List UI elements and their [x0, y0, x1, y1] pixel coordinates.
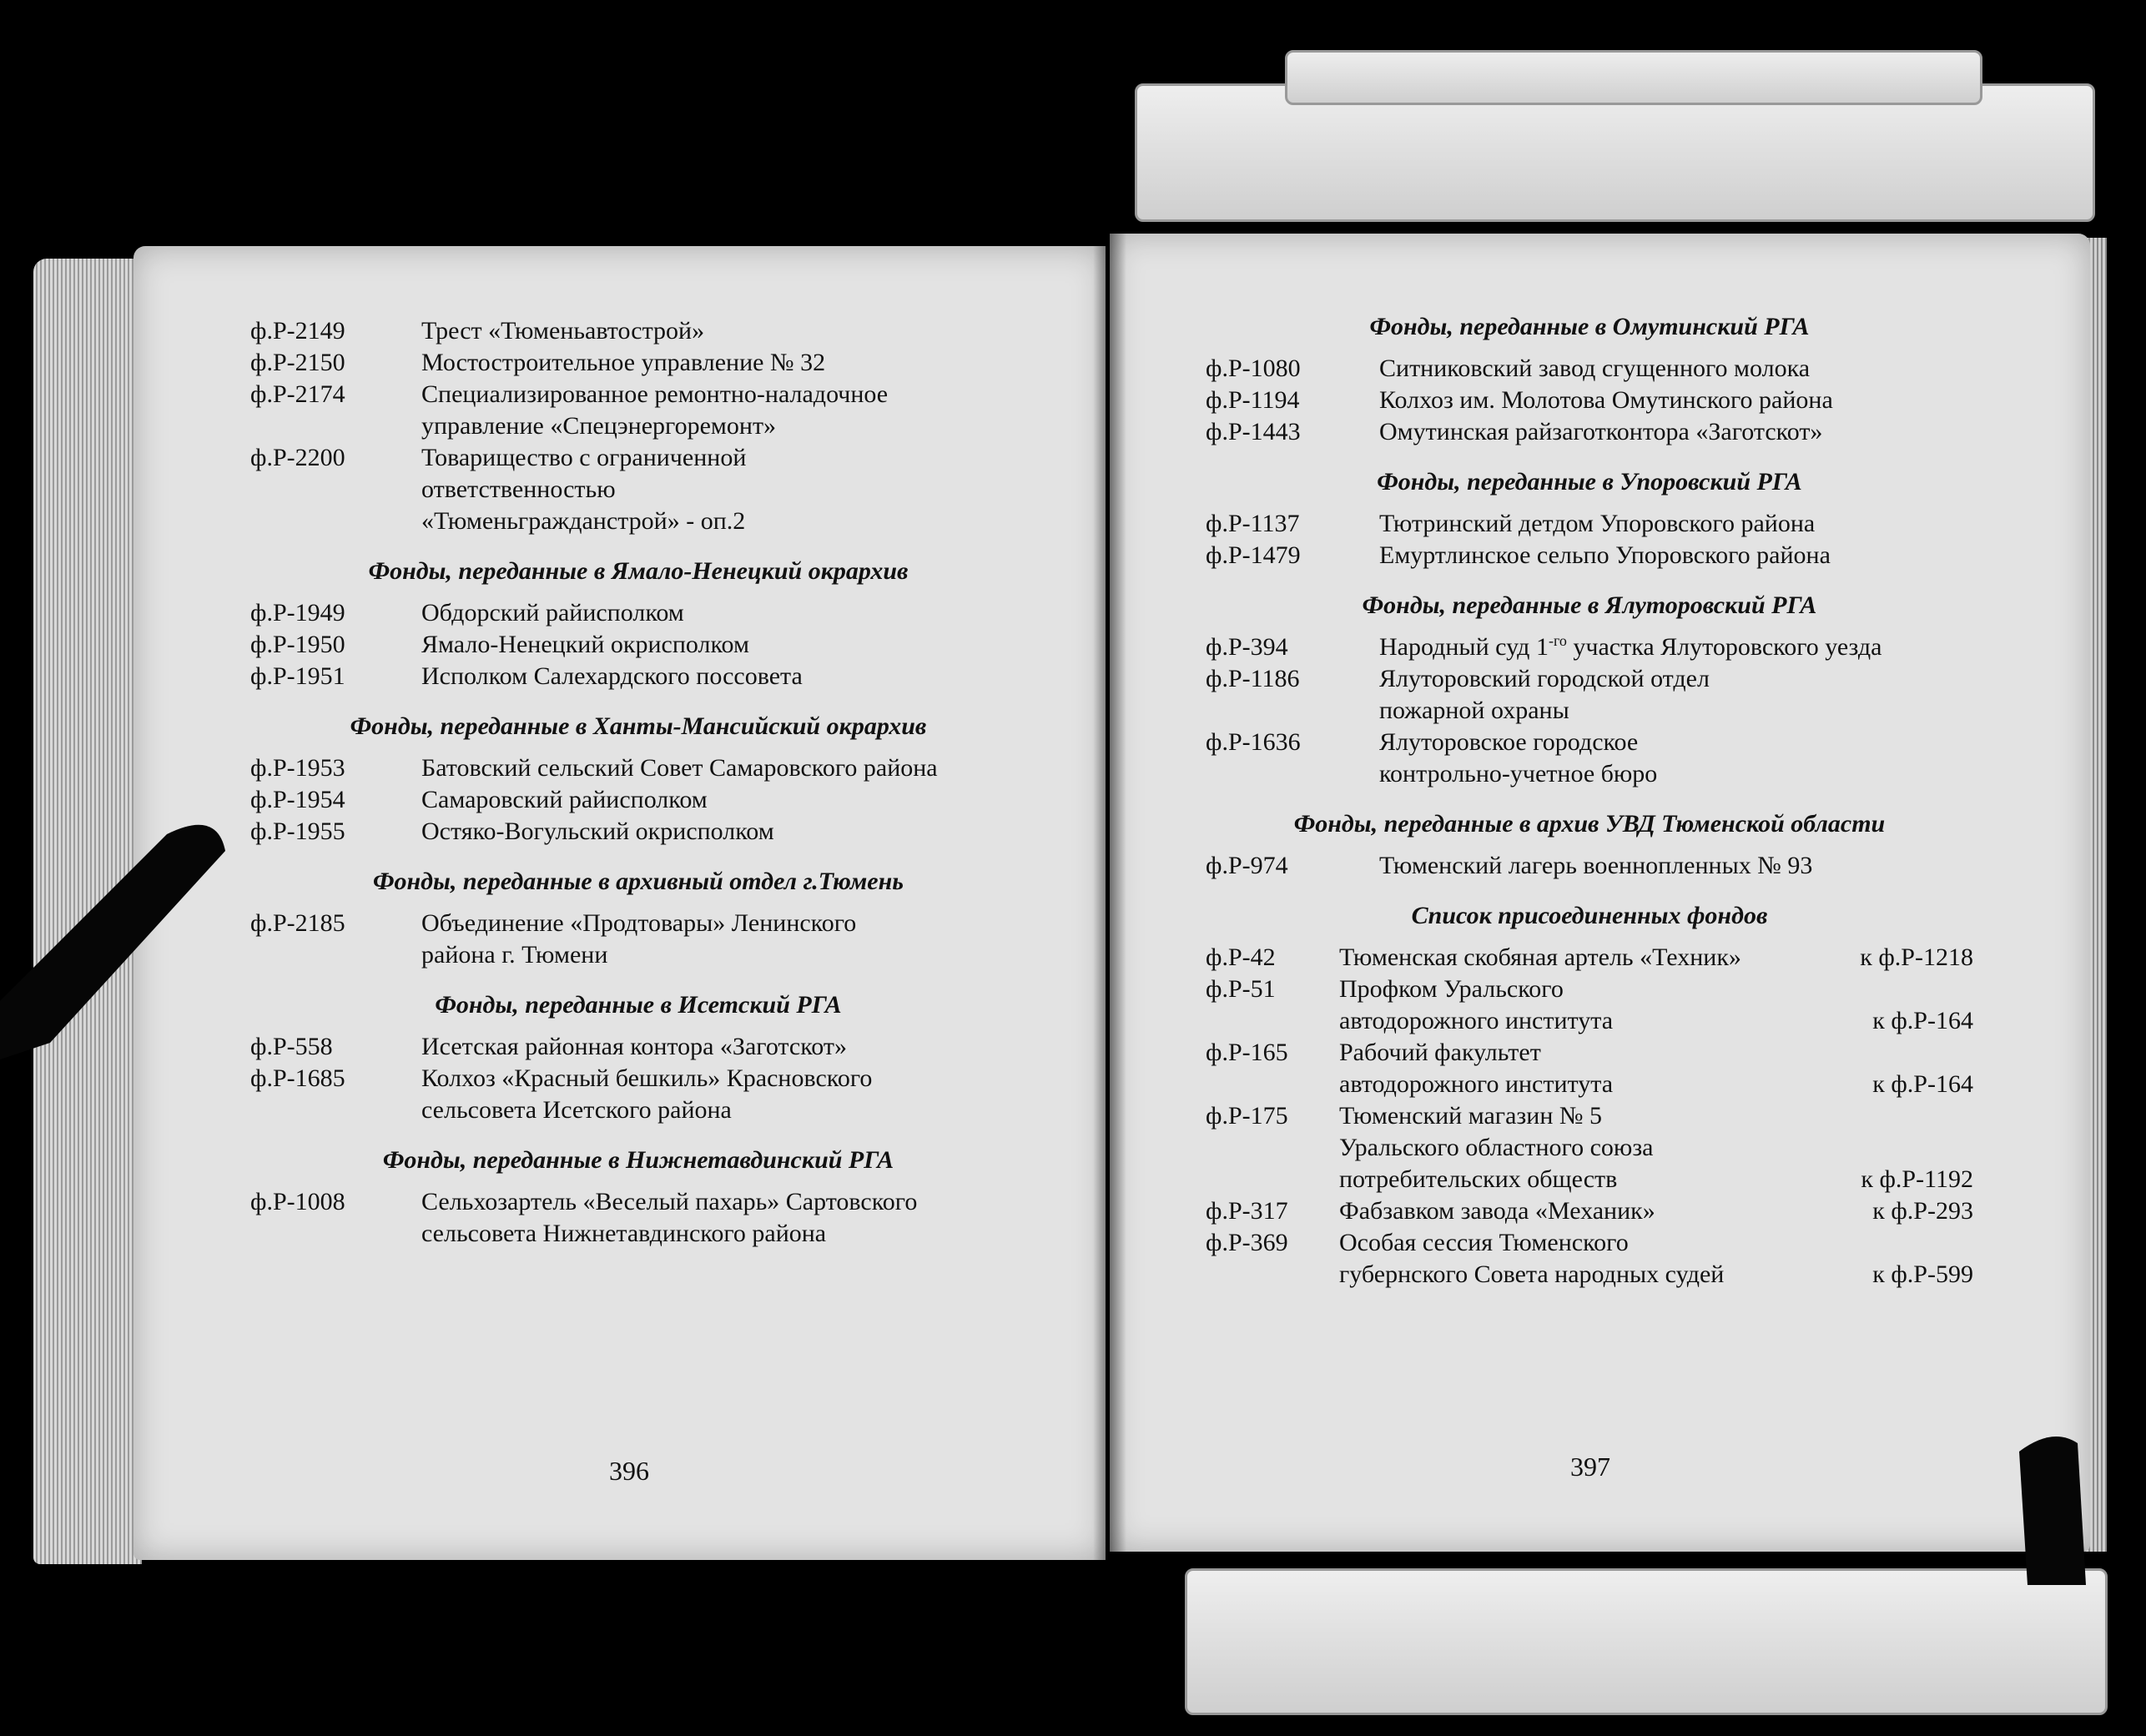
- fund-description: [1339, 942, 1973, 974]
- weight-strap-right: [2002, 1427, 2111, 1593]
- fund-description: [1379, 385, 1973, 416]
- fund-description-line: Емуртлинское сельпо Упоровского района: [1379, 541, 1831, 569]
- fund-entry: [1206, 508, 1973, 540]
- merged-into-fund: к ф.Р-293: [1872, 1197, 1973, 1225]
- fund-description-line: Ялуторовское городское: [1379, 728, 1639, 756]
- fund-description: [421, 1031, 1026, 1063]
- section-heading: Фонды, переданные в Ханты-Мансийский окрархив: [350, 712, 927, 740]
- section-heading: Фонды, переданные в Ямало-Ненецкий окрархив: [368, 557, 909, 585]
- superscript: -го: [1548, 632, 1567, 649]
- annexed-fund-entry: [1206, 1100, 1973, 1195]
- section-heading: Фонды, переданные в архив УВД Тюменской области: [1293, 810, 1886, 838]
- fund-description-text: Фабзавком завода «Механик»: [1339, 1197, 1655, 1225]
- fund-code: ф.Р-2174: [250, 380, 345, 408]
- fund-description: [421, 784, 1026, 816]
- section-heading: Фонды, переданные в Ялуторовский РГА: [1362, 591, 1817, 619]
- merged-into-fund: к ф.Р-599: [1872, 1260, 1973, 1288]
- page-number-left: 396: [609, 1456, 649, 1486]
- fund-description: [1339, 1100, 1973, 1195]
- section-heading: Фонды, переданные в Исетский РГА: [435, 991, 842, 1019]
- fund-code: ф.Р-175: [1206, 1102, 1288, 1130]
- left-page-content: [250, 315, 1026, 1250]
- fund-description-line: Самаровский райисполком: [421, 786, 708, 813]
- fund-description-text: Тюменская скобяная артель «Техник»: [1339, 943, 1741, 971]
- merged-into-fund: к ф.Р-1192: [1861, 1165, 1973, 1193]
- weight-strap-left: [0, 818, 250, 1068]
- fund-description-line: управление «Спецэнергоремонт»: [421, 412, 777, 440]
- fund-entry: [1206, 663, 1973, 727]
- fund-description: [1339, 1195, 1973, 1227]
- fund-code: ф.Р-1685: [250, 1064, 345, 1092]
- fund-description-line: [1339, 974, 1973, 1005]
- fund-description: [1379, 727, 1973, 790]
- right-page-content: [1206, 311, 1973, 1291]
- fund-entry: [250, 752, 1026, 784]
- annexed-fund-entry: [1206, 942, 1973, 974]
- fund-code: ф.Р-369: [1206, 1229, 1288, 1256]
- fund-description-line: [1339, 1227, 1973, 1259]
- fund-description: [1379, 416, 1973, 448]
- fund-code: ф.Р-1955: [250, 818, 345, 845]
- section-heading: Фонды, переданные в архивный отдел г.Тюмень: [373, 868, 904, 895]
- fund-description: [1339, 974, 1973, 1037]
- fund-description-line: Обдорский райисполком: [421, 599, 684, 626]
- annex-heading: Список присоединенных фондов: [1411, 902, 1768, 929]
- fund-description: [1339, 1037, 1973, 1100]
- fund-description: [421, 1063, 1026, 1126]
- fund-entry: [250, 597, 1026, 629]
- fund-description-part: Народный суд 1: [1379, 633, 1549, 661]
- fund-description-line: сельсовета Нижнетавдинского района: [421, 1220, 827, 1247]
- fund-description-part: участка Ялуторовского уезда: [1573, 633, 1882, 661]
- fund-code: ф.Р-974: [1206, 852, 1288, 879]
- section-heading: Фонды, переданные в Нижнетавдинский РГА: [382, 1146, 894, 1174]
- fund-code: ф.Р-1479: [1206, 541, 1301, 569]
- fund-entry: [250, 442, 1026, 537]
- fund-description-text: Уральского областного союза: [1339, 1134, 1654, 1161]
- fund-description: [1379, 353, 1973, 385]
- fund-entry: [250, 1063, 1026, 1126]
- fund-description: [1339, 1227, 1973, 1291]
- fund-code: ф.Р-2200: [250, 444, 345, 471]
- fund-entry: [1206, 727, 1973, 790]
- fund-code: ф.Р-1080: [1206, 355, 1301, 382]
- annexed-fund-entry: [1206, 1037, 1973, 1100]
- annexed-fund-entry: [1206, 974, 1973, 1037]
- fund-description-text: автодорожного института: [1339, 1007, 1614, 1034]
- fund-code: ф.Р-1443: [1206, 418, 1301, 445]
- fund-description: [421, 597, 1026, 629]
- fund-description-line: [1339, 1132, 1973, 1164]
- fund-description: [421, 908, 1026, 971]
- fund-description-line: Ялуторовский городской отдел: [1379, 665, 1710, 692]
- fund-entry: [1206, 850, 1973, 882]
- fund-code: ф.Р-2185: [250, 909, 345, 937]
- fund-description-line: Ситниковский завод сгущенного молока: [1379, 355, 1811, 382]
- fund-description: [421, 347, 1026, 379]
- fund-description-line: [1379, 632, 1973, 663]
- fund-code: ф.Р-1194: [1206, 386, 1300, 414]
- fund-entry: [250, 816, 1026, 848]
- fund-description-line: Тютринский детдом Упоровского района: [1379, 510, 1816, 537]
- fund-code: ф.Р-1951: [250, 662, 345, 690]
- fund-code: ф.Р-51: [1206, 975, 1276, 1003]
- fund-description-line: Исетская районная контора «Заготскот»: [421, 1033, 847, 1060]
- section-heading: Фонды, переданные в Омутинский РГА: [1369, 313, 1810, 340]
- fund-entry: [250, 379, 1026, 442]
- fund-description-line: Ямало-Ненецкий окрисполком: [421, 631, 749, 658]
- fund-code: ф.Р-1186: [1206, 665, 1300, 692]
- fund-description: [421, 1186, 1026, 1250]
- fund-code: ф.Р-1954: [250, 786, 345, 813]
- fund-description-text: губернского Совета народных судей: [1339, 1260, 1725, 1288]
- merged-into-fund: к ф.Р-1218: [1860, 943, 1973, 971]
- fund-description-line: [1339, 1195, 1973, 1227]
- fund-entry: [250, 908, 1026, 971]
- fund-description-line: Объединение «Продтовары» Ленинского: [421, 909, 857, 937]
- fund-description-line: района г. Тюмени: [421, 941, 608, 969]
- fund-entry: [1206, 540, 1973, 571]
- book-gutter: [1093, 234, 1126, 1568]
- fund-code: ф.Р-1636: [1206, 728, 1301, 756]
- fund-description-line: Омутинская райзаготконтора «Заготскот»: [1379, 418, 1823, 445]
- foam-block-bottom: [1185, 1568, 2108, 1715]
- fund-description-line: [1339, 1164, 1973, 1195]
- fund-description-line: Остяко-Вогульский окрисполком: [421, 818, 774, 845]
- fund-description: [1379, 632, 1973, 663]
- fund-description-line: Исполком Салехардского поссовета: [421, 662, 803, 690]
- fund-description-line: Мостостроительное управление № 32: [421, 349, 826, 376]
- fund-code: ф.Р-2150: [250, 349, 345, 376]
- merged-into-fund: к ф.Р-164: [1872, 1007, 1973, 1034]
- fund-description-line: [1339, 1069, 1973, 1100]
- fund-description-line: пожарной охраны: [1379, 697, 1569, 724]
- fund-code: ф.Р-1953: [250, 754, 345, 782]
- section-heading: Фонды, переданные в Упоровский РГА: [1377, 468, 1802, 496]
- fund-entry: [250, 629, 1026, 661]
- fund-description-line: Сельхозартель «Веселый пахарь» Сартовского: [421, 1188, 918, 1215]
- fund-description-line: сельсовета Исетского района: [421, 1096, 732, 1124]
- fund-entry: [1206, 632, 1973, 663]
- fund-entry: [250, 347, 1026, 379]
- fund-description: [1379, 663, 1973, 727]
- fund-code: ф.Р-558: [250, 1033, 333, 1060]
- fund-entry: [1206, 385, 1973, 416]
- fund-description-line: Тюменский лагерь военнопленных № 93: [1379, 852, 1813, 879]
- fund-description: [421, 629, 1026, 661]
- fund-description-text: Рабочий факультет: [1339, 1039, 1541, 1066]
- fund-description-line: [1339, 1037, 1973, 1069]
- fund-code: ф.Р-42: [1206, 943, 1276, 971]
- fund-code: ф.Р-2149: [250, 317, 345, 345]
- fund-description-line: Колхоз «Красный бешкиль» Красновского: [421, 1064, 873, 1092]
- fund-entry: [250, 784, 1026, 816]
- fund-description: [1379, 850, 1973, 882]
- merged-into-fund: к ф.Р-164: [1872, 1070, 1973, 1098]
- fund-description-text: Профком Уральского: [1339, 975, 1564, 1003]
- fund-description: [421, 661, 1026, 692]
- fund-description-text: потребительских обществ: [1339, 1165, 1618, 1193]
- fund-code: ф.Р-1950: [250, 631, 345, 658]
- fund-description-line: Трест «Тюменьавтострой»: [421, 317, 705, 345]
- fund-description: [421, 315, 1026, 347]
- fund-description-text: автодорожного института: [1339, 1070, 1614, 1098]
- fund-code: ф.Р-1137: [1206, 510, 1300, 537]
- fund-description-line: Колхоз им. Молотова Омутинского района: [1379, 386, 1833, 414]
- fund-description: [421, 816, 1026, 848]
- fund-description-line: [1339, 942, 1973, 974]
- fund-description-line: Товарищество с ограниченной: [421, 444, 747, 471]
- fund-description-line: Специализированное ремонтно-наладочное: [421, 380, 889, 408]
- fund-description-line: Батовский сельский Совет Самаровского района: [421, 754, 938, 782]
- fund-description: [421, 752, 1026, 784]
- fund-description-line: контрольно-учетное бюро: [1379, 760, 1658, 787]
- fund-code: ф.Р-165: [1206, 1039, 1288, 1066]
- foam-block-top-back: [1285, 50, 1982, 105]
- fund-entry: [250, 661, 1026, 692]
- fund-description-text: Особая сессия Тюменского: [1339, 1229, 1629, 1256]
- fund-entry: [250, 1031, 1026, 1063]
- fund-entry: [1206, 416, 1973, 448]
- fund-description-text: Тюменский магазин № 5: [1339, 1102, 1602, 1130]
- fund-description-line: [1339, 1259, 1973, 1291]
- page-number-right: 397: [1570, 1452, 1610, 1482]
- fund-code: ф.Р-394: [1206, 633, 1288, 661]
- fund-description-line: [1339, 1100, 1973, 1132]
- fund-description: [1379, 540, 1973, 571]
- fund-code: ф.Р-1949: [250, 599, 345, 626]
- fund-description: [421, 442, 1026, 537]
- fund-description: [1379, 508, 1973, 540]
- fund-code: ф.Р-1008: [250, 1188, 345, 1215]
- fund-description-line: ответственностью: [421, 476, 616, 503]
- fund-description-line: [1339, 1005, 1973, 1037]
- fund-entry: [1206, 353, 1973, 385]
- fund-code: ф.Р-317: [1206, 1197, 1288, 1225]
- annexed-fund-entry: [1206, 1227, 1973, 1291]
- fund-entry: [250, 1186, 1026, 1250]
- fund-description-line: «Тюменьгражданстрой» - оп.2: [421, 507, 746, 535]
- fund-entry: [250, 315, 1026, 347]
- fund-description: [421, 379, 1026, 442]
- annexed-fund-entry: [1206, 1195, 1973, 1227]
